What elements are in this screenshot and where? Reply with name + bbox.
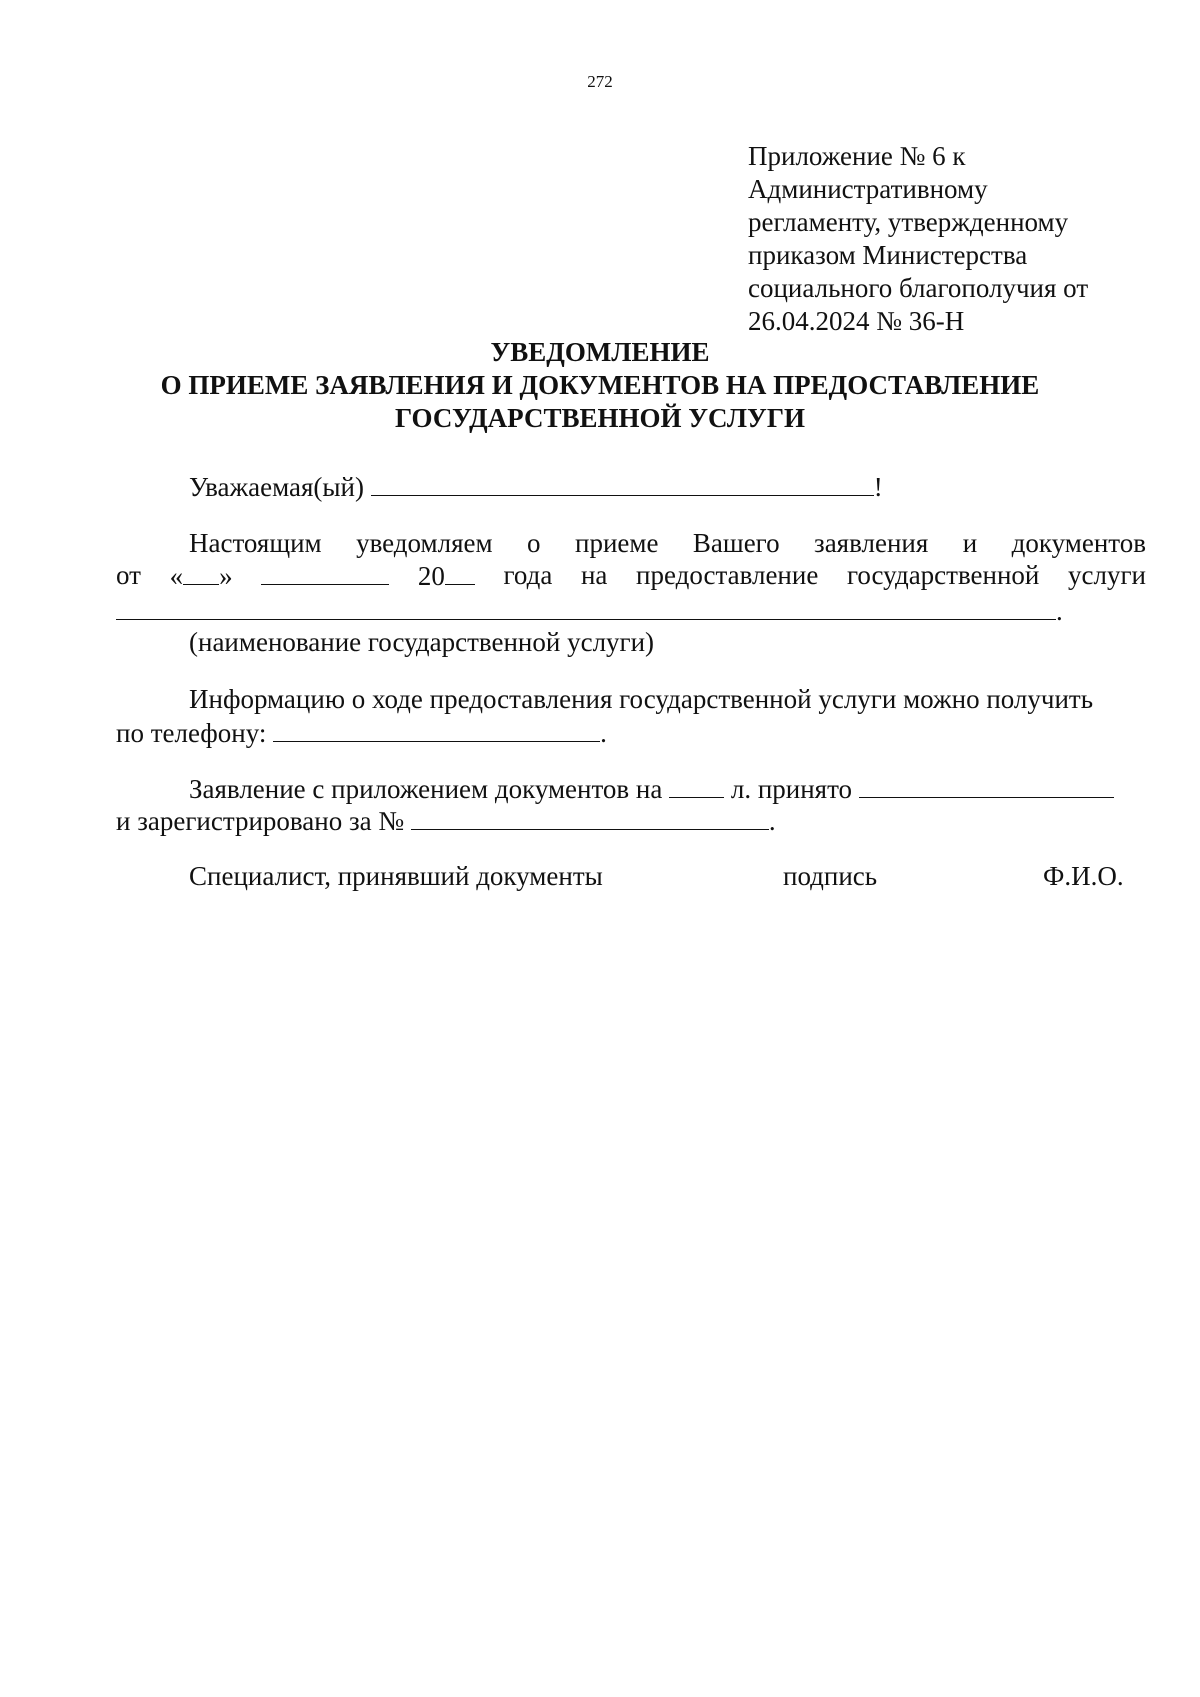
notice-word: Настоящим bbox=[189, 528, 322, 558]
service-name-line bbox=[116, 594, 1063, 628]
service-name-end: . bbox=[1056, 596, 1063, 626]
appendix-line: Приложение № 6 к bbox=[748, 141, 966, 171]
appendix-line: регламенту, утвержденному bbox=[748, 207, 1069, 237]
month-field[interactable] bbox=[261, 559, 389, 585]
appendix-line: приказом Министерства bbox=[748, 240, 1028, 270]
title-line: УВЕДОМЛЕНИЕ bbox=[490, 337, 710, 367]
notice-word: Вашего bbox=[692, 528, 780, 558]
from-label: от bbox=[116, 560, 141, 590]
notice-word: документов bbox=[1011, 528, 1146, 558]
notice-line-2 bbox=[116, 559, 1146, 593]
notice-word: о bbox=[527, 528, 541, 558]
accepted-by-field[interactable] bbox=[859, 772, 1114, 798]
title-line: О ПРИЕМЕ ЗАЯВЛЕНИЯ И ДОКУМЕНТОВ НА ПРЕДОСТАВЛЕНИЕ bbox=[160, 370, 1040, 400]
appendix-line: 26.04.2024 № 36-Н bbox=[748, 306, 965, 336]
application-line-2 bbox=[116, 804, 776, 838]
notice-word: уведомляем bbox=[356, 528, 493, 558]
notice-word: на bbox=[580, 560, 608, 590]
notice-word: приеме bbox=[575, 528, 659, 558]
notice-word: услуги bbox=[1068, 560, 1146, 590]
appendix-line: Административному bbox=[748, 174, 988, 204]
info-line-1: Информацию о ходе предоставления государственной услуги можно получить bbox=[189, 684, 1094, 714]
notice-word: государственной bbox=[846, 560, 1040, 590]
fio-label: Ф.И.О. bbox=[1043, 861, 1124, 891]
notice-line-1 bbox=[189, 527, 1146, 560]
appendix-note bbox=[748, 140, 1148, 338]
application-text-b: л. принято bbox=[730, 774, 853, 804]
info-line-2 bbox=[116, 716, 607, 750]
page-number: 272 bbox=[587, 72, 613, 91]
phone-field[interactable] bbox=[273, 716, 600, 742]
pages-count-field[interactable] bbox=[669, 772, 724, 798]
service-name-field[interactable] bbox=[116, 594, 1056, 620]
date-day: « » bbox=[169, 561, 233, 591]
year-field[interactable] bbox=[445, 559, 475, 585]
date-year: 20 bbox=[418, 559, 475, 593]
document-title bbox=[0, 336, 1200, 435]
greeting-end: ! bbox=[873, 472, 883, 502]
appendix-line: социального благополучия от bbox=[748, 273, 1089, 303]
specialist-label: Специалист, принявший документы bbox=[189, 861, 603, 891]
title-line: ГОСУДАРСТВЕННОЙ УСЛУГИ bbox=[395, 403, 805, 433]
registration-label: и зарегистрировано за № bbox=[116, 806, 405, 836]
recipient-name-field[interactable] bbox=[371, 470, 874, 496]
notice-word: года bbox=[503, 560, 553, 590]
application-line-1 bbox=[189, 772, 1114, 806]
notice-word: предоставление bbox=[636, 560, 819, 590]
notice-word: заявления bbox=[814, 528, 929, 558]
phone-end: . bbox=[600, 718, 607, 748]
registration-end: . bbox=[768, 806, 776, 836]
service-name-caption: (наименование государственной услуги) bbox=[189, 627, 655, 657]
greeting-text: Уважаемая(ый) bbox=[189, 472, 364, 502]
day-field[interactable] bbox=[183, 559, 219, 585]
application-text-a: Заявление с приложением документов на bbox=[189, 774, 663, 804]
greeting-line bbox=[189, 470, 883, 504]
registration-number-field[interactable] bbox=[411, 804, 769, 830]
phone-label: по телефону: bbox=[116, 718, 267, 748]
signature-label: подпись bbox=[783, 861, 878, 891]
notice-word: и bbox=[962, 528, 978, 558]
